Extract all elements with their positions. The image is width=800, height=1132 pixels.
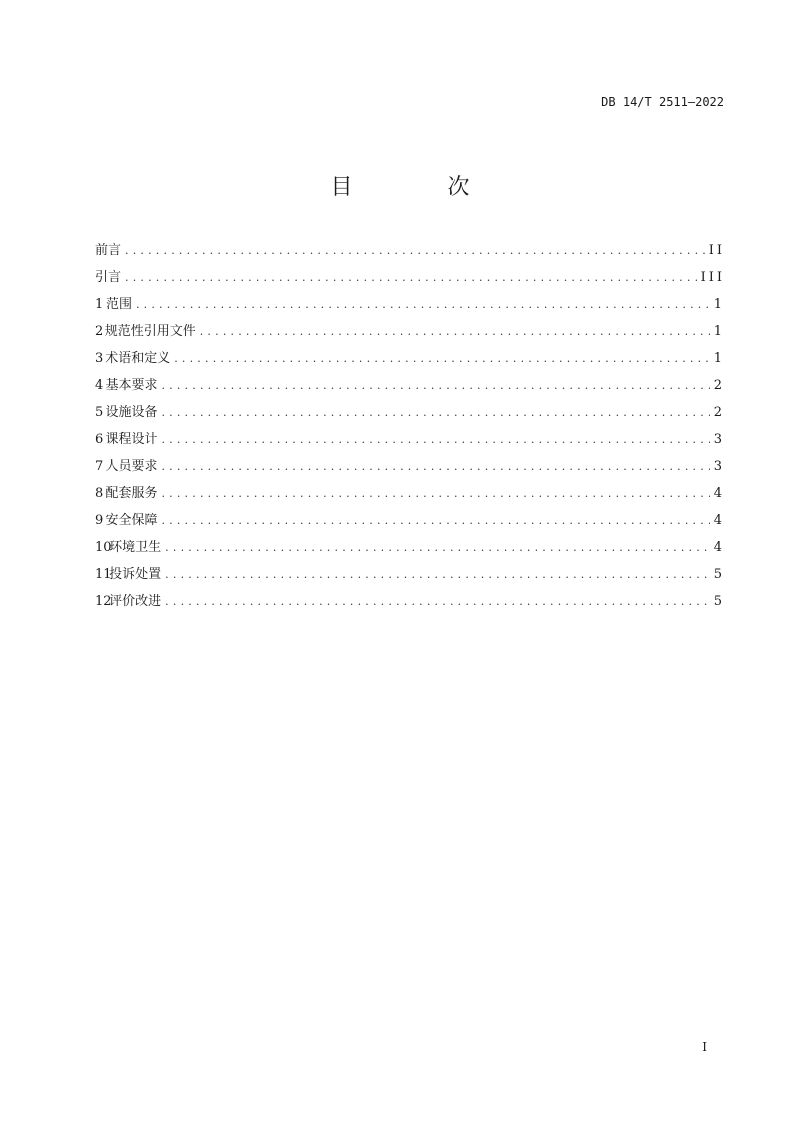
toc-entry-number: 11 — [95, 567, 112, 582]
toc-entry-number: 4 — [95, 378, 104, 393]
toc-entry-basic-requirements[interactable] — [95, 376, 725, 403]
dot-leader — [125, 268, 697, 288]
dot-leader — [125, 241, 705, 261]
toc-entry-page: III — [700, 270, 725, 285]
toc-entry-number: 2 — [95, 324, 104, 339]
toc-entry-number: 7 — [95, 459, 104, 474]
toc-entry-page: 1 — [713, 324, 725, 339]
toc-entry-page: 5 — [713, 567, 725, 582]
dot-leader — [161, 457, 709, 477]
dot-leader — [165, 538, 710, 558]
toc-entry-page: 3 — [713, 432, 725, 447]
toc-entry-number: 8 — [95, 486, 104, 501]
toc-entry-label: 配套服务 — [105, 486, 158, 501]
toc-entry-number: 9 — [95, 513, 104, 528]
toc-entry-personnel[interactable] — [95, 457, 725, 484]
dot-leader — [161, 376, 709, 396]
toc-entry-scope[interactable] — [95, 295, 725, 322]
toc-entry-supporting-services[interactable] — [95, 484, 725, 511]
toc-entry-label: 课程设计 — [105, 432, 158, 447]
dot-leader — [200, 322, 710, 342]
toc-entry-number: 12 — [95, 594, 112, 609]
toc-entry-label: 范围 — [105, 297, 132, 312]
toc-entry-label: 评价改进 — [109, 594, 162, 609]
toc-entry-page: 3 — [713, 459, 725, 474]
toc-entry-label: 规范性引用文件 — [104, 324, 196, 339]
dot-leader — [161, 430, 709, 450]
dot-leader — [161, 403, 709, 423]
toc-entry-page: 1 — [713, 297, 725, 312]
toc-entry-page: II — [708, 243, 725, 258]
dot-leader — [165, 565, 710, 585]
toc-entry-number: 5 — [95, 405, 104, 420]
toc-entry-label: 投诉处置 — [109, 567, 162, 582]
toc-entry-page: 4 — [713, 540, 725, 555]
toc-entry-page: 4 — [713, 486, 725, 501]
document-code: DB 14/T 2511—2022 — [601, 95, 724, 109]
toc-entry-environment-hygiene[interactable] — [95, 538, 725, 565]
dot-leader — [161, 511, 709, 531]
toc-entry-number: 1 — [95, 297, 104, 312]
dot-leader — [136, 295, 710, 315]
toc-entry-terms-definitions[interactable] — [95, 349, 725, 376]
toc-entry-facilities[interactable] — [95, 403, 725, 430]
toc-entry-label: 设施设备 — [105, 405, 158, 420]
toc-entry-safety[interactable] — [95, 511, 725, 538]
toc-entry-page: 2 — [713, 405, 725, 420]
toc-entry-introduction[interactable] — [95, 268, 725, 295]
toc-entry-number: 6 — [95, 432, 104, 447]
toc-entry-page: 4 — [713, 513, 725, 528]
dot-leader — [165, 592, 710, 612]
page-number: I — [702, 1040, 707, 1054]
toc-entry-complaint-handling[interactable] — [95, 565, 725, 592]
toc-entry-page: 2 — [713, 378, 725, 393]
page-title: 目 次 — [330, 175, 514, 200]
toc-entry-label: 环境卫生 — [109, 540, 162, 555]
toc-entry-number: 3 — [95, 351, 104, 366]
toc-entry-page: 1 — [713, 351, 725, 366]
toc-entry-label: 前言 — [95, 243, 122, 258]
toc-entry-label: 术语和定义 — [105, 351, 171, 366]
dot-leader — [161, 484, 709, 504]
toc-entry-evaluation-improvement[interactable] — [95, 592, 725, 619]
toc-entry-number: 10 — [95, 540, 112, 555]
toc-entry-course-design[interactable] — [95, 430, 725, 457]
toc-entry-label: 人员要求 — [105, 459, 158, 474]
toc-entry-foreword[interactable] — [95, 241, 725, 268]
dot-leader — [174, 349, 710, 369]
toc-entry-normative-references[interactable] — [95, 322, 725, 349]
table-of-contents — [95, 241, 725, 619]
toc-entry-label: 引言 — [95, 270, 122, 285]
toc-entry-label: 基本要求 — [105, 378, 158, 393]
toc-entry-page: 5 — [713, 594, 725, 609]
toc-entry-label: 安全保障 — [105, 513, 158, 528]
